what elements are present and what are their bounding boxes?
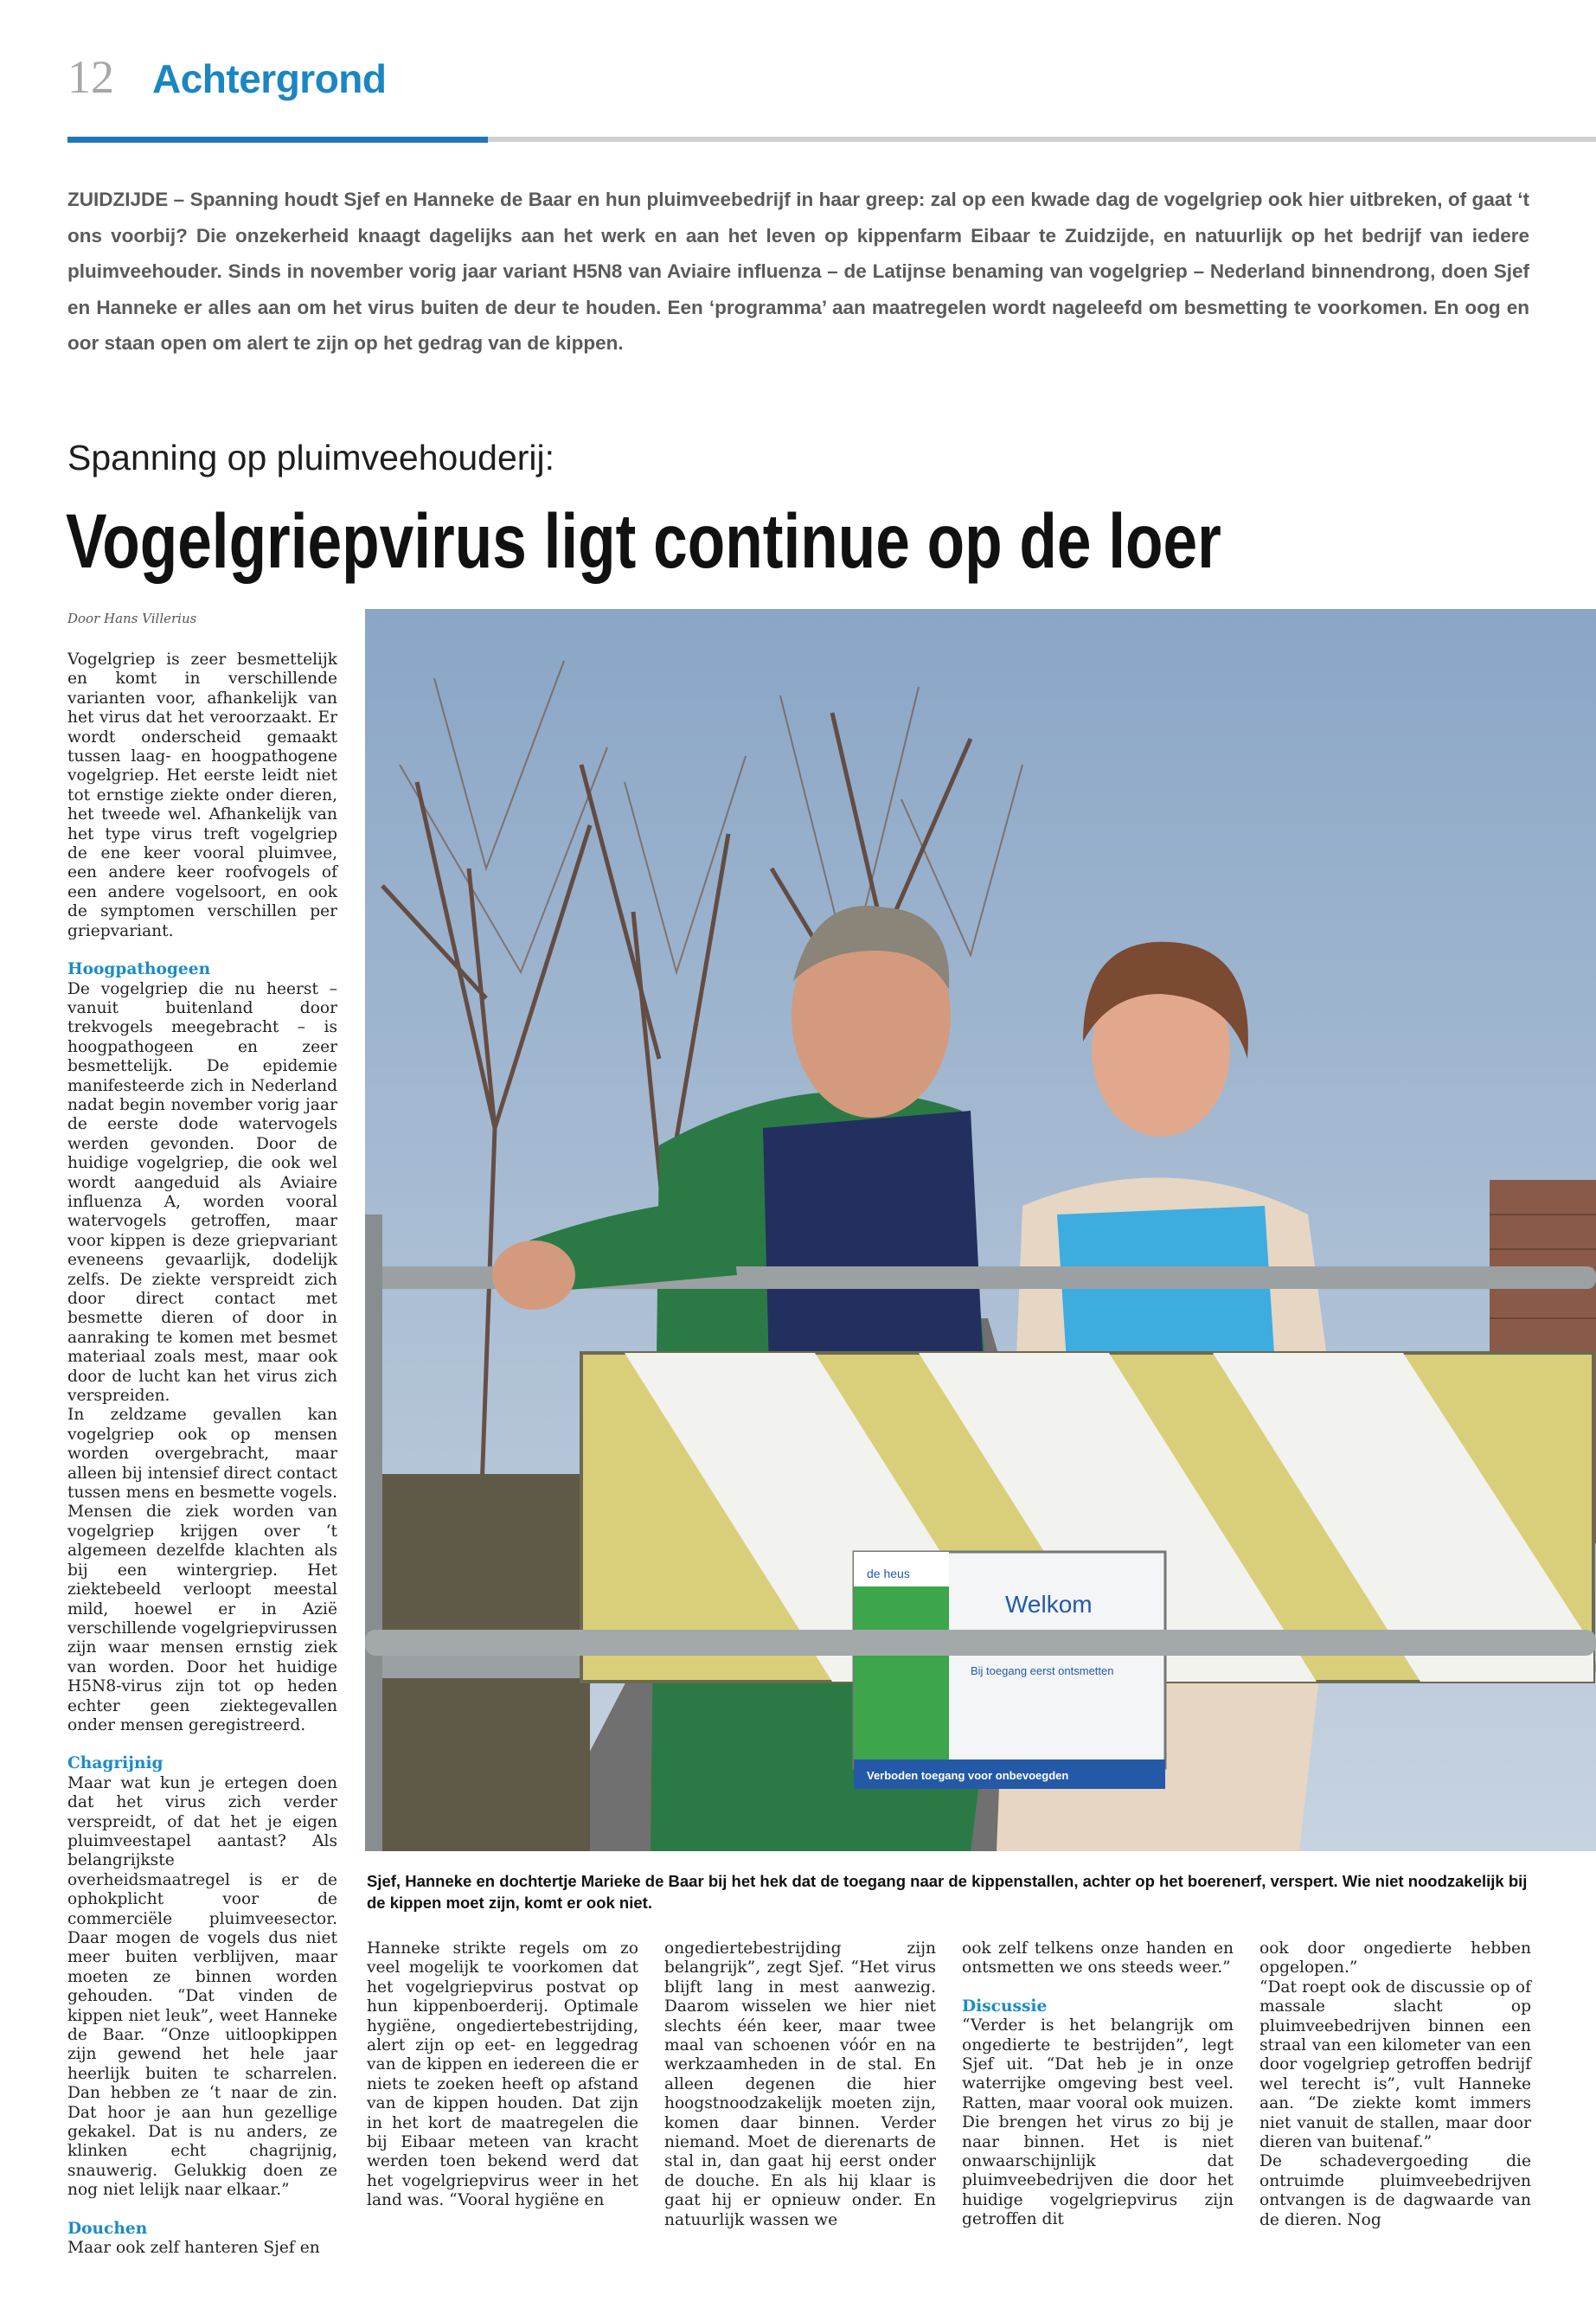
article-column-5	[1259, 1939, 1531, 2230]
paragraph: Maar ook zelf hanteren Sjef en	[67, 2239, 320, 2258]
page-number: 12	[67, 51, 114, 103]
subheading: Hoogpathogeen	[67, 960, 211, 979]
paragraph: ongediertebestrijding zijn belangrijk”, zegt Sjef. “Het virus blijft lang in mest aanwezig. Daarom wisselen we hier niet slechts één keer, maar twee maal van schoenen vóór en na werkzaamheden in de stal. En alleen degenen die hier hoogstnoodzakelijk moeten zijn, komen daar binnen. Verder niemand. Moet de dierenarts de stal in, dan gaat hij eerst onder de douche. En als hij klaar is gaat hij er opnieuw onder. En natuurlijk wassen we	[664, 1939, 936, 2229]
article-column-2	[367, 1939, 638, 2211]
paragraph: De schadevergoeding die ontruimde pluimveebedrijven ontvangen is de dagwaarde van de dieren. Nog	[1259, 2152, 1531, 2229]
paragraph: Hanneke strikte regels om zo veel mogelijk te voorkomen dat het vogelgriepvirus postvat op hun kippenboerderij. Optimale hygiëne, ongediertebestrijding, alert zijn op eet- en leggedrag van de kippen en iedereen die er niets te zoeken heeft op afstand van de kippen houden. Dat zijn in het kort de maatregelen die bij Eibaar meteen van kracht werden toen bekend werd dat het vogelgriepvirus weer in het land was. “Vooral hygiëne en	[367, 1939, 638, 2210]
subheading: Chagrijnig	[67, 1754, 163, 1773]
article-column-4	[962, 1939, 1234, 2230]
page-header	[67, 50, 387, 102]
sign-title: Welkom	[1005, 1591, 1093, 1618]
paragraph: ook door ongedierte hebben opgelopen.”	[1259, 1939, 1531, 1977]
paragraph: De vogelgriep die nu heerst – vanuit buitenland door trekvogels meegebracht – is hoogpathogeen en zeer besmettelijk. De epidemie manifesteerde zich in Nederland nadat begin november vorig jaar de eerste dode watervogels werden gevonden. Door de huidige vogelgriep, die ook wel wordt aangeduid als Aviaire influenza A, worden vooral watervogels getroffen, maar voor kippen is deze griepvariant eveneens gevaarlijk, dodelijk zelfs. De ziekte verspreidt zich door direct contact met besmette dieren of door in aanraking te komen met besmet materiaal zoals mest, maar ook door de lucht kan het virus zich verspreiden.	[67, 979, 337, 1406]
article-column-3	[664, 1939, 936, 2230]
section-title: Achtergrond	[152, 56, 387, 101]
paragraph: “Dat roept ook de discussie op of massale slacht op pluimveebedrijven binnen een straal van een kilometer van een door vogelgriep getroffen bedrijf wel terecht is”, vult Hanneke aan. “De ziekte komt immers niet vanuit de stallen, maar door dieren van buitenaf.”	[1259, 1977, 1531, 2152]
paragraph: “Verder is het belangrijk om ongedierte te bestrijden”, legt Sjef uit. “Dat heb je in onze waterrijke omgeving best veel. Ratten, maar vooral ook muizen. Die brengen het virus zo bij je naar binnen. Het is niet onwaarschijnlijk dat pluimveebedrijven die door het huidige vogelgriepvirus zijn getroffen dit	[962, 2016, 1234, 2229]
kicker: Spanning op pluimveehouderij:	[67, 438, 555, 478]
headline: Vogelgriepvirus ligt continue op de loer	[66, 497, 1221, 584]
sign-logo-text: de heus	[867, 1567, 910, 1580]
paragraph: Maar wat kun je ertegen doen dat het virus zich verder verspreidt, of dat het je eigen pluimveestapel aantast? Als belangrijkste overheidsmaatregel is er de ophokplicht voor de commerciële pluimveesector. Daar mogen de vogels dus niet meer buiten verblijven, maar moeten ze binnen worden gehouden. “Dat vinden de kippen niet leuk”, weet Hanneke de Baar. “Onze uitloopkippen zijn gewend het hele jaar heerlijk buiten te scharrelen. Dan hebben ze ‘t naar de zin. Dat hoor je aan hun gezellige gekakel. Dat is nu anders, ze klinken echt chagrijnig, snauwerig. Gelukkig doen ze nog niet lelijk naar elkaar.”	[67, 1773, 337, 2200]
subheading: Discussie	[962, 1997, 1048, 2016]
subheading: Douchen	[67, 2219, 148, 2238]
paragraph: In zeldzame gevallen kan vogelgriep ook op mensen worden overgebracht, maar alleen bij intensief direct contact tussen mens en besmette vogels. Mensen die ziek worden van vogelgriep krijgen over ‘t algemeen dezelfde klachten als bij een wintergriep. Het ziektebeeld verloopt meestal mild, hoewel er in Azië verschillende vogelgriepvirussen zijn waar mensen ernstig ziek van worden. Door het huidige H5N8-virus zijn tot op heden echter geen ziektegevallen onder mensen geregistreerd.	[67, 1406, 337, 1734]
header-rule-accent	[67, 137, 488, 143]
sign-footer: Verboden toegang voor onbevoegden	[867, 1769, 1069, 1782]
article-photo	[365, 609, 1596, 1851]
intro-lead: ZUIDZIJDE – Spanning houdt Sjef en Hanneke de Baar en hun pluimveebedrijf in haar greep: zal op een kwade dag de vogelgriep ook hier uitbreken, of gaat ‘t ons voorbij? Die onzekerheid knaagt dagelijks aan het werk en aan het leven op kippenfarm Eibaar te Zuidzijde, en natuurlijk op het bedrijf van iedere pluimveehouder. Sinds in november vorig jaar variant H5N8 van Aviaire influenza – de Latijnse benaming van vogelgriep – Nederland binnendrong, doen Sjef en Hanneke er alles aan om het virus buiten de deur te houden. Een ‘programma’ aan maatregelen wordt nageleefd om besmetting te voorkomen. En oog en oor staan open om alert te zijn op het gedrag van de kippen.	[67, 189, 1529, 354]
paragraph: ook zelf telkens onze handen en ontsmetten we ons steeds weer.”	[962, 1939, 1234, 1977]
byline: Door Hans Villerius	[67, 611, 197, 626]
article-column-1	[67, 651, 337, 2259]
paragraph: Vogelgriep is zeer besmettelijk en komt in verschillende varianten voor, afhankelijk van het virus dat het veroorzaakt. Er wordt onderscheid gemaakt tussen laag- en hoogpathogene vogelgriep. Het eerste leidt niet tot ernstige ziekte onder dieren, het tweede wel. Afhankelijk van het type virus treft vogelgriep de ene keer vooral pluimvee, een andere keer roofvogels of een andere vogelsoort, en ook de symptomen verschillen per griepvariant.	[67, 651, 337, 940]
sign-line-2: Bij toegang eerst ontsmetten	[971, 1664, 1114, 1677]
photo-caption: Sjef, Hanneke en dochtertje Marieke de Baar bij het hek dat de toegang naar de kippenstallen, achter op het boerenerf, verspert. Wie niet noodzakelijk bij de kippen moet zijn, komt er ook niet.	[367, 1872, 1528, 1912]
